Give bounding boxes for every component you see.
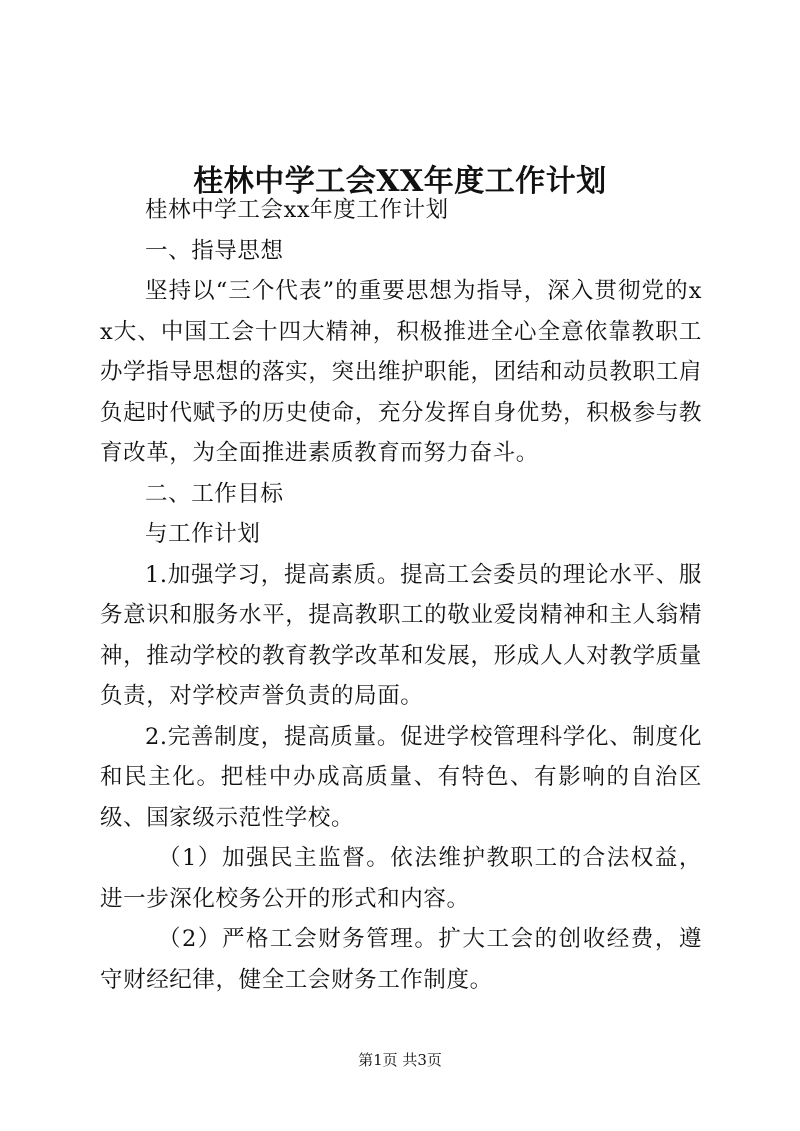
section-heading-guiding-thought: 一、指导思想 <box>145 237 284 264</box>
sub-item-paragraph: （2）严格工会财务管理。扩大工会的创收经费，遵守财经纪律，健全工会财务工作制度。 <box>100 926 702 993</box>
document-title: 桂林中学工会XX年度工作计划 <box>193 164 607 200</box>
body-paragraph: 坚持以“三个代表”的重要思想为指导，深入贯彻党的xx大、中国工会十四大精神，积极推进全心全意依靠教职工办学指导思想的落实，突出维护职能，团结和动员教职工肩负起时代赋予的历史使命，充分发挥自身优势，积极参与教育改革，为全面推进素质教育而努力奋斗。 <box>100 278 702 466</box>
subtitle-paragraph: 桂林中学工会xx年度工作计划 <box>145 197 449 223</box>
numbered-paragraph: 1.加强学习，提高素质。提高工会委员的理论水平、服务意识和服务水平，提高教职工的敬业爱岗精神和主人翁精神，推动学校的教育教学改革和发展，形成人人对教学质量负责，对学校声誉负责的局面。 <box>100 561 702 709</box>
page-number-footer: 第1页 共3页 <box>358 1051 442 1069</box>
numbered-paragraph: 2.完善制度，提高质量。促进学校管理科学化、制度化和民主化。把桂中办成高质量、有特色、有影响的自治区级、国家级示范性学校。 <box>100 723 702 831</box>
sub-item-paragraph: （1）加强民主监督。依法维护教职工的合法权益，进一步深化校务公开的形式和内容。 <box>100 845 702 912</box>
document-body <box>100 190 702 1000</box>
body-paragraph: 与工作计划 <box>145 521 261 547</box>
section-heading-work-goals: 二、工作目标 <box>145 480 284 507</box>
